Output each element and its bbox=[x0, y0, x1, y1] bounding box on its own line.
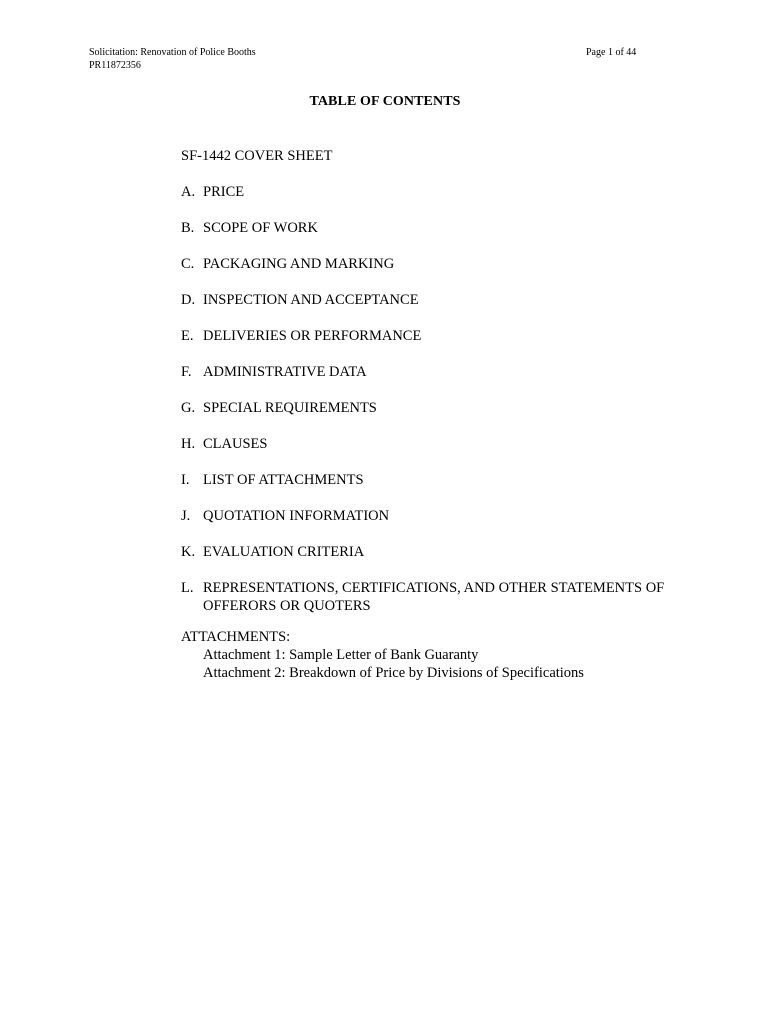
toc-letter: I. bbox=[181, 472, 190, 488]
toc-text: PRICE bbox=[203, 184, 245, 200]
toc-entry-c bbox=[181, 255, 683, 291]
toc-entry-d bbox=[181, 291, 683, 327]
attachments-section bbox=[181, 628, 584, 682]
toc-text: INSPECTION AND ACCEPTANCE bbox=[203, 292, 419, 308]
toc-letter: J. bbox=[181, 508, 191, 524]
toc-entry-e bbox=[181, 327, 683, 363]
toc-letter: F. bbox=[181, 364, 192, 380]
toc-letter: H. bbox=[181, 436, 196, 452]
attachment-item: Attachment 1: Sample Letter of Bank Guaranty bbox=[203, 647, 479, 663]
toc-letter: D. bbox=[181, 292, 196, 308]
toc-entry-cover-sheet: SF-1442 COVER SHEET bbox=[181, 148, 333, 164]
toc-text: SPECIAL REQUIREMENTS bbox=[203, 400, 377, 416]
toc-text: LIST OF ATTACHMENTS bbox=[203, 472, 364, 488]
toc-text: SCOPE OF WORK bbox=[203, 220, 318, 236]
toc-entry-j bbox=[181, 507, 683, 543]
toc-entry-g bbox=[181, 399, 683, 435]
toc-letter: E. bbox=[181, 328, 194, 344]
toc-entry-k bbox=[181, 543, 683, 579]
toc-entry-b bbox=[181, 219, 683, 255]
toc-entry-a bbox=[181, 183, 683, 219]
toc-entry-f bbox=[181, 363, 683, 399]
solicitation-number: PR11872356 bbox=[89, 60, 141, 71]
toc-letter: G. bbox=[181, 400, 196, 416]
toc-letter: L. bbox=[181, 580, 194, 596]
toc-text: CLAUSES bbox=[203, 436, 268, 452]
toc-letter: C. bbox=[181, 256, 195, 272]
toc-text: EVALUATION CRITERIA bbox=[203, 544, 365, 560]
toc-letter: B. bbox=[181, 220, 195, 236]
toc-letter: K. bbox=[181, 544, 196, 560]
toc-text: DELIVERIES OR PERFORMANCE bbox=[203, 328, 422, 344]
page-number: Page 1 of 44 bbox=[586, 47, 637, 58]
toc-list bbox=[181, 147, 683, 633]
toc-letter: A. bbox=[181, 184, 196, 200]
toc-entry-h bbox=[181, 435, 683, 471]
toc-text: PACKAGING AND MARKING bbox=[203, 256, 395, 272]
toc-title: TABLE OF CONTENTS bbox=[309, 94, 461, 109]
page-header-left bbox=[89, 46, 256, 72]
toc-text: ADMINISTRATIVE DATA bbox=[203, 364, 367, 380]
toc-text: REPRESENTATIONS, CERTIFICATIONS, AND OTHER STATEMENTS OF OFFERORS OR QUOTERS bbox=[203, 580, 665, 614]
toc-entry-i bbox=[181, 471, 683, 507]
solicitation-title: Solicitation: Renovation of Police Booths bbox=[89, 47, 256, 58]
attachments-heading: ATTACHMENTS: bbox=[181, 629, 291, 645]
toc-entry-l bbox=[181, 579, 683, 633]
toc-text: QUOTATION INFORMATION bbox=[203, 508, 390, 524]
attachment-item: Attachment 2: Breakdown of Price by Divisions of Specifications bbox=[203, 665, 584, 681]
